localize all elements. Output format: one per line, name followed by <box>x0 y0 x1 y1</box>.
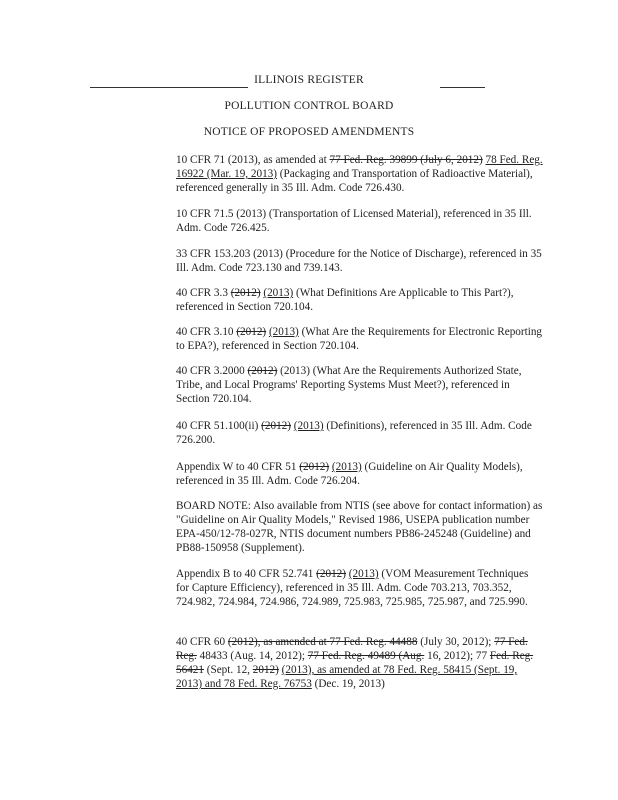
text-segment: (Guideline on Air Quality Models), referenced in 35 Ill. Adm. Code 726.204. <box>176 461 523 487</box>
text-segment: (Dec. 19, 2013) <box>311 678 385 690</box>
text-segment: (What Definitions Are Applicable to This Part?), referenced in Section 720.104. <box>176 287 514 313</box>
board-note <box>176 499 544 555</box>
text-segment: 16, 2012); 77 <box>424 650 490 662</box>
deleted-text: (2012) <box>247 365 278 377</box>
inserted-text: (2013) <box>268 326 299 338</box>
deleted-text: Fed. Reg. 56421 <box>176 650 534 676</box>
inserted-text: (2013), as amended at 78 Fed. Reg. 58415 (Sept. 19, 2013) and 78 Fed. Reg. 76753 <box>176 664 518 690</box>
reference-paragraph <box>176 567 544 609</box>
text-segment: BOARD NOTE: Also available from NTIS (see above for contact information) as "Guideline on Air Quality Models," Revised 1986, USEPA publication number EPA-450/12-78-027R, NTIS document numbers PB86-245248 (Guideline) and PB88-150958 (Supplement). <box>176 500 543 554</box>
text-segment: (VOM Measurement Techniques for Capture Efficiency), referenced in 35 Ill. Adm. Code 703.213, 703.352, 724.982, 724.984, 724.986, 724.989, 725.983, 725.985, 725.987, and 725.990. <box>176 568 529 608</box>
deleted-text: (2012) <box>236 326 267 338</box>
header-rule-right <box>440 87 485 88</box>
text-segment: 33 CFR 153.203 (2013) (Procedure for the Notice of Discharge), referenced in 35 Ill. Adm. Code 723.130 and 739.143. <box>176 248 542 274</box>
text-segment: Appendix W to 40 CFR 51 <box>176 461 300 473</box>
text-segment: (Packaging and Transportation of Radioactive Material), referenced generally in 35 Ill. Adm. Code 726.430. <box>176 168 533 194</box>
deleted-text: (2012) <box>230 287 261 299</box>
inserted-text: (2013) <box>263 287 294 299</box>
text-segment: 48433 (Aug. 14, 2012); <box>196 650 308 662</box>
reference-paragraph <box>176 635 544 691</box>
text-segment: Appendix B to 40 CFR 52.741 <box>176 568 317 580</box>
text-segment: (July 30, 2012); <box>417 636 495 648</box>
deleted-text: (2012) <box>261 420 291 432</box>
text-segment: (What Are the Requirements for Electronic Reporting to EPA?), referenced in Section 720.104. <box>176 326 543 352</box>
text-segment: 10 CFR 71.5 (2013) (Transportation of Licensed Material), referenced in 35 Ill. Adm. Code 726.425. <box>176 208 532 234</box>
inserted-text: (2013) <box>331 461 362 473</box>
header-rule-left <box>90 87 248 88</box>
deleted-text: (2012), as amended at 77 Fed. Reg. 44488 <box>227 636 418 648</box>
deleted-text: 77 Fed. Reg. 49489 (Aug. <box>307 650 425 662</box>
register-title: ILLINOIS REGISTER <box>254 74 364 86</box>
text-segment: (Sept. 12, <box>203 664 253 676</box>
text-segment: (2013) (What Are the Requirements Authorized State, Tribe, and Local Programs' Reporting Systems Must Meet?), referenced in Section 720.104. <box>176 365 522 405</box>
deleted-text: (2012) <box>316 568 346 580</box>
reference-paragraph <box>176 460 544 488</box>
text-segment: 40 CFR 3.10 <box>176 326 237 338</box>
text-segment: 40 CFR 3.3 <box>176 287 231 299</box>
reference-paragraph <box>176 364 544 406</box>
reference-paragraph <box>176 325 544 353</box>
deleted-text: 77 Fed. Reg. 39899 (July 6, 2012) <box>329 154 483 166</box>
reference-paragraph <box>176 419 544 447</box>
reference-paragraph <box>176 286 544 314</box>
reference-paragraph <box>176 207 544 235</box>
deleted-text: (2012) <box>299 461 330 473</box>
inserted-text: (2013) <box>348 568 379 580</box>
text-segment: 10 CFR 71 (2013), as amended at <box>176 154 330 166</box>
board-title: POLLUTION CONTROL BOARD <box>224 100 394 112</box>
text-segment: 40 CFR 51.100(ii) <box>176 420 262 432</box>
text-segment: (Definitions), referenced in 35 Ill. Adm. Code 726.200. <box>176 420 532 446</box>
reference-paragraph <box>176 247 544 275</box>
deleted-text: 2012) <box>252 664 279 676</box>
notice-title: NOTICE OF PROPOSED AMENDMENTS <box>203 126 415 138</box>
text-segment: 40 CFR 3.2000 <box>176 365 248 377</box>
deleted-text: 77 Fed. Reg. <box>176 636 528 662</box>
inserted-text: (2013) <box>293 420 324 432</box>
reference-paragraph <box>176 153 544 195</box>
inserted-text: 78 Fed. Reg. 16922 (Mar. 19, 2013) <box>176 154 543 180</box>
text-segment: 40 CFR 60 <box>176 636 228 648</box>
